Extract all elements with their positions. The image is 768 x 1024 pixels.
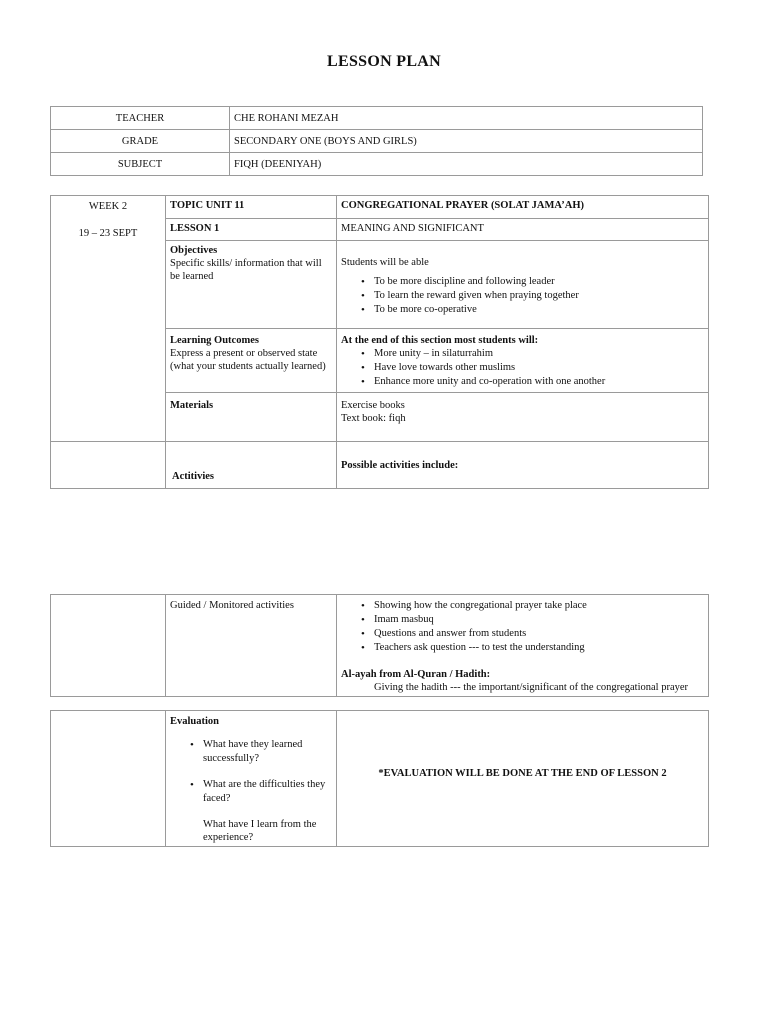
lesson-label: LESSON 1: [166, 219, 337, 241]
table-row: [51, 153, 703, 176]
header-info-table: [50, 106, 703, 176]
list-item: • Questions and answer from students: [374, 627, 704, 641]
page-title: LESSON PLAN: [327, 53, 441, 70]
table-row: [51, 107, 703, 130]
list-item: Text book: fiqh: [341, 413, 406, 424]
list-item: • Teachers ask question --- to test the understanding: [374, 641, 704, 655]
table-row: [51, 442, 709, 489]
ayah-title: Al-ayah from Al-Quran / Hadith:: [341, 669, 491, 680]
activities-label: Actitivies: [166, 442, 337, 489]
evaluation-cell: [166, 711, 337, 847]
ayah-text: Giving the hadith --- the important/significant of the congregational prayer: [374, 682, 689, 693]
week-cell: [51, 196, 166, 442]
objectives-intro: Students will be able: [341, 257, 429, 268]
evaluation-note: *EVALUATION WILL BE DONE AT THE END OF LESSON 2: [337, 711, 709, 847]
outcomes-list: [341, 347, 704, 389]
outcomes-desc: Express a present or observed state (what your students actually learned): [170, 348, 326, 372]
evaluation-list: [170, 738, 332, 806]
objectives-content: [337, 241, 709, 329]
topic-label: TOPIC UNIT 11: [166, 196, 337, 219]
week-label: WEEK 2: [88, 201, 128, 212]
lesson-value: MEANING AND SIGNIFICANT: [337, 219, 709, 241]
outcomes-content: [337, 329, 709, 393]
list-item: • Showing how the congregational prayer take place: [374, 599, 704, 613]
list-item: • What are the difficulties they faced?: [203, 778, 332, 806]
list-item: • To be more co-operative: [374, 303, 704, 317]
empty-cell: [51, 595, 166, 697]
table-row: [51, 196, 709, 219]
list-item: • To be more discipline and following leader: [374, 275, 704, 289]
list-item: • More unity – in silaturrahim: [374, 347, 704, 361]
table-row: [51, 711, 709, 847]
activities-intro: Possible activities include:: [337, 442, 709, 489]
table-row: [51, 595, 709, 697]
evaluation-extra: What have I learn from the experience?: [203, 819, 317, 843]
outcomes-cell: [166, 329, 337, 393]
evaluation-table: [50, 710, 709, 847]
empty-cell: [51, 711, 166, 847]
materials-content: [337, 393, 709, 442]
list-item: • Have love towards other muslims: [374, 361, 704, 375]
week-dates: 19 – 23 SEPT: [78, 228, 138, 239]
guided-label: Guided / Monitored activities: [166, 595, 337, 697]
teacher-value: CHE ROHANI MEZAH: [230, 107, 703, 130]
materials-label: Materials: [166, 393, 337, 442]
guided-content: [337, 595, 709, 697]
guided-list: [341, 599, 704, 655]
list-item: • To learn the reward given when praying together: [374, 289, 704, 303]
outcomes-title: Learning Outcomes: [170, 335, 259, 346]
guided-activities-table: [50, 594, 709, 697]
objectives-cell: [166, 241, 337, 329]
lesson-plan-table: [50, 195, 709, 489]
teacher-label: TEACHER: [51, 107, 230, 130]
empty-cell: [51, 442, 166, 489]
grade-value: SECONDARY ONE (BOYS AND GIRLS): [230, 130, 703, 153]
topic-value: CONGREGATIONAL PRAYER (SOLAT JAMA’AH): [337, 196, 709, 219]
outcomes-intro: At the end of this section most students will:: [341, 335, 539, 346]
table-row: [51, 130, 703, 153]
grade-label: GRADE: [51, 130, 230, 153]
objectives-title: Objectives: [170, 245, 218, 256]
list-item: Exercise books: [341, 400, 405, 411]
subject-value: FIQH (DEENIYAH): [230, 153, 703, 176]
subject-label: SUBJECT: [51, 153, 230, 176]
evaluation-title: Evaluation: [170, 716, 220, 727]
list-item: • Imam masbuq: [374, 613, 704, 627]
objectives-list: [341, 275, 704, 317]
list-item: • What have they learned successfully?: [203, 738, 332, 766]
objectives-desc: Specific skills/ information that will be learned: [170, 258, 322, 282]
list-item: • Enhance more unity and co-operation with one another: [374, 375, 704, 389]
